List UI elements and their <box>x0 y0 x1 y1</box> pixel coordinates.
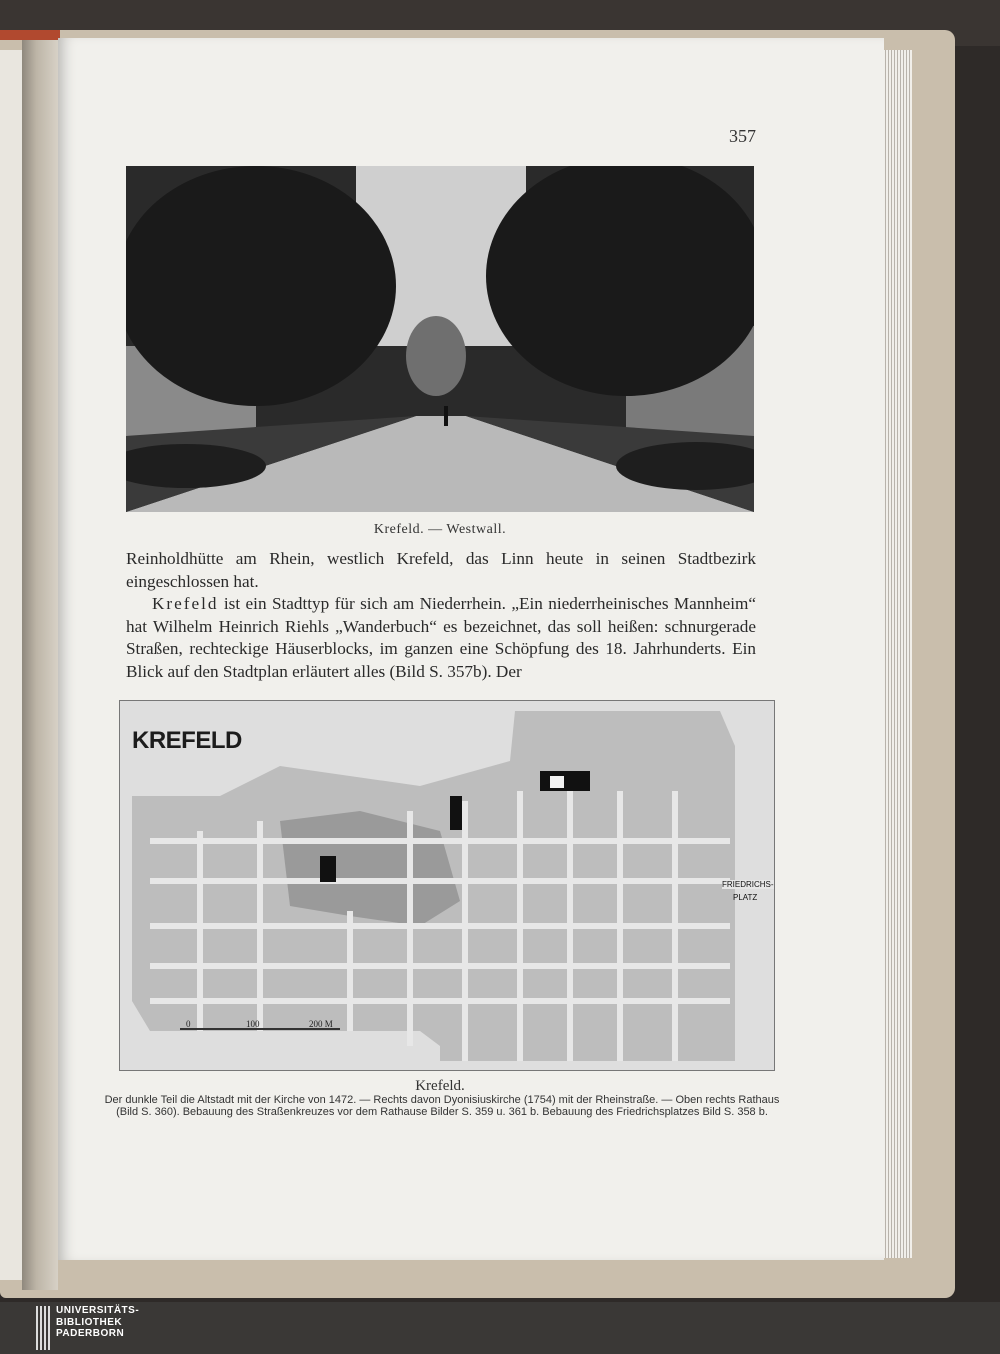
paragraph-2 <box>126 593 756 683</box>
left-page-edge <box>0 50 23 1280</box>
body-text <box>126 548 756 683</box>
photo-caption: Krefeld. — Westwall. <box>373 522 507 537</box>
krefeld-spaced: Krefeld <box>152 594 219 613</box>
scale-label-200: 200 M <box>309 1019 333 1029</box>
library-logo-icon <box>36 1306 50 1350</box>
page-number: 357 <box>729 126 756 146</box>
map-caption-detail: Der dunkle Teil die Altstadt mit der Kirche von 1472. — Rechts davon Dyonisiuskirche (1754) mit der Rheinstraße. — Oben rechts Rathaus (Bild S. 360). Bebauung des Straßenkreuzes vor dem Rathause Bilder S. 359 u. 361 b. Bebauung des Friedrichsplatzes Bild S. 358 b. <box>104 1094 780 1118</box>
library-name-line2: BIBLIOTHEK <box>56 1316 123 1328</box>
page-edges <box>880 50 912 1258</box>
scale-label-0: 0 <box>186 1019 191 1029</box>
cover-edge <box>0 30 60 40</box>
library-name <box>56 1305 139 1340</box>
scale-label-100: 100 <box>246 1019 260 1029</box>
library-name-line3: PADERBORN <box>56 1328 125 1339</box>
library-footer <box>0 1302 1000 1354</box>
paragraph-2-rest: ist ein Stadttyp für sich am Niederrhein. „Ein niederrheinisches Mannheim“ hat Wilhelm Heinrich Riehls „Wanderbuch“ es bezeichnet, das soll heißen: schnurgerade Straßen, rechteckige Häuserblocks, im ganzen eine Schöpfung des 18. Jahrhunderts. Ein Blick auf den Stadtplan erläutert alles (Bild S. 357b). Der <box>126 594 756 681</box>
map-label-friedrichsplatz-2: PLATZ <box>733 893 758 902</box>
map-title: KREFELD <box>132 727 242 754</box>
paragraph-1: Reinholdhütte am Rhein, westlich Krefeld, das Linn heute in seinen Stadtbezirk eingeschlossen hat. <box>126 549 756 591</box>
westwall-photo <box>126 166 754 512</box>
map-caption: Krefeld. <box>415 1078 465 1094</box>
city-map <box>119 700 775 1071</box>
map-label-friedrichsplatz-1: FRIEDRICHS- <box>722 880 774 889</box>
book-gutter <box>22 40 58 1290</box>
library-name-line1: UNIVERSITÄTS- <box>56 1305 140 1316</box>
